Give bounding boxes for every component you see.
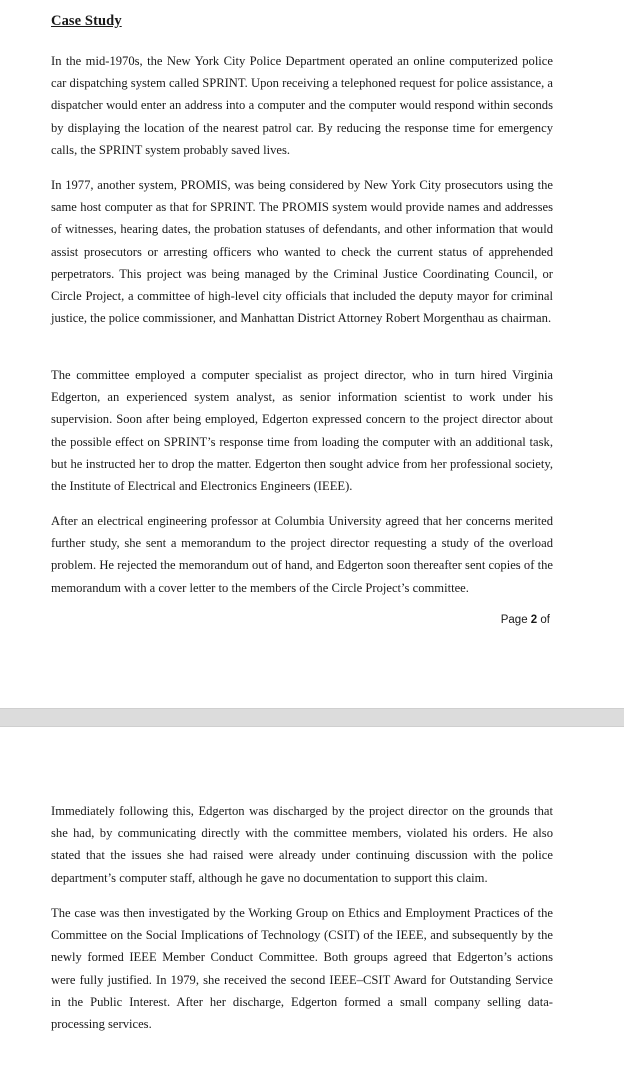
paragraph-discharge: Immediately following this, Edgerton was discharged by the project director on the grounds that she had, by communicating directly with the committee members, violated his orders. He also stated that the issues she had raised were already under continuing discussion with the police department’s computer staff, although he gave no documentation to support this claim.	[51, 804, 553, 885]
paragraph-investigation: The case was then investigated by the Working Group on Ethics and Employment Practices of the Committee on the Social Implications of Technology (CSIT) of the IEEE, and subsequently by the newly formed IEEE Member Conduct Committee. Both groups agreed that Edgerton’s actions were fully justified. In 1979, she received the second IEEE–CSIT Award for Outstanding Service in the Public Interest. After her discharge, Edgerton formed a small company selling data-processing services.	[51, 906, 553, 1032]
page-number: 2	[530, 614, 538, 626]
paragraph-promis: In 1977, another system, PROMIS, was being considered by New York City prosecutors using the same host computer as that for SPRINT. The PROMIS system would provide names and addresses of witnesses, hearing dates, the probation statuses of defendants, and other information that would assist prosecutors or arresting officers who wanted to check the current status of apprehended perpetrators. This project was being managed by the Criminal Justice Coordinating Council, or Circle Project, a committee of high-level city officials that included the deputy mayor for criminal justice, the police commissioner, and Manhattan District Attorney Robert Morgenthau as chairman.	[51, 178, 553, 326]
page-separator	[0, 708, 624, 727]
paragraph-sprint: In the mid-1970s, the New York City Police Department operated an online computerized police car dispatching system called SPRINT. Upon receiving a telephoned request for police assistance, a dispatcher would enter an address into a computer and the computer would respond within seconds by displaying the location of the nearest patrol car. By reducing the response time for emergency calls, the SPRINT system probably saved lives.	[51, 54, 553, 157]
paragraph-memorandum: After an electrical engineering professor at Columbia University agreed that her concerns merited further study, she sent a memorandum to the project director requesting a study of the overload problem. He rejected the memorandum out of hand, and Edgerton soon thereafter sent copies of the memorandum with a cover letter to the members of the Circle Project’s committee.	[51, 514, 553, 595]
paragraph-edgerton-hiring: The committee employed a computer specialist as project director, who in turn hired Virginia Edgerton, an experienced system analyst, as senior information scientist to work under his supervision. Soon after being employed, Edgerton expressed concern to the project director about the possible effect on SPRINT’s response time from loading the computer with an additional task, but he instructed her to drop the matter. Edgerton then sought advice from her professional society, the Institute of Electrical and Electronics Engineers (IEEE).	[51, 368, 553, 494]
document-page-2	[0, 727, 624, 1067]
page-number-footer	[501, 614, 550, 626]
page-of-label: of	[540, 614, 550, 626]
case-study-heading: Case Study	[51, 13, 122, 29]
page-label: Page	[500, 614, 528, 626]
